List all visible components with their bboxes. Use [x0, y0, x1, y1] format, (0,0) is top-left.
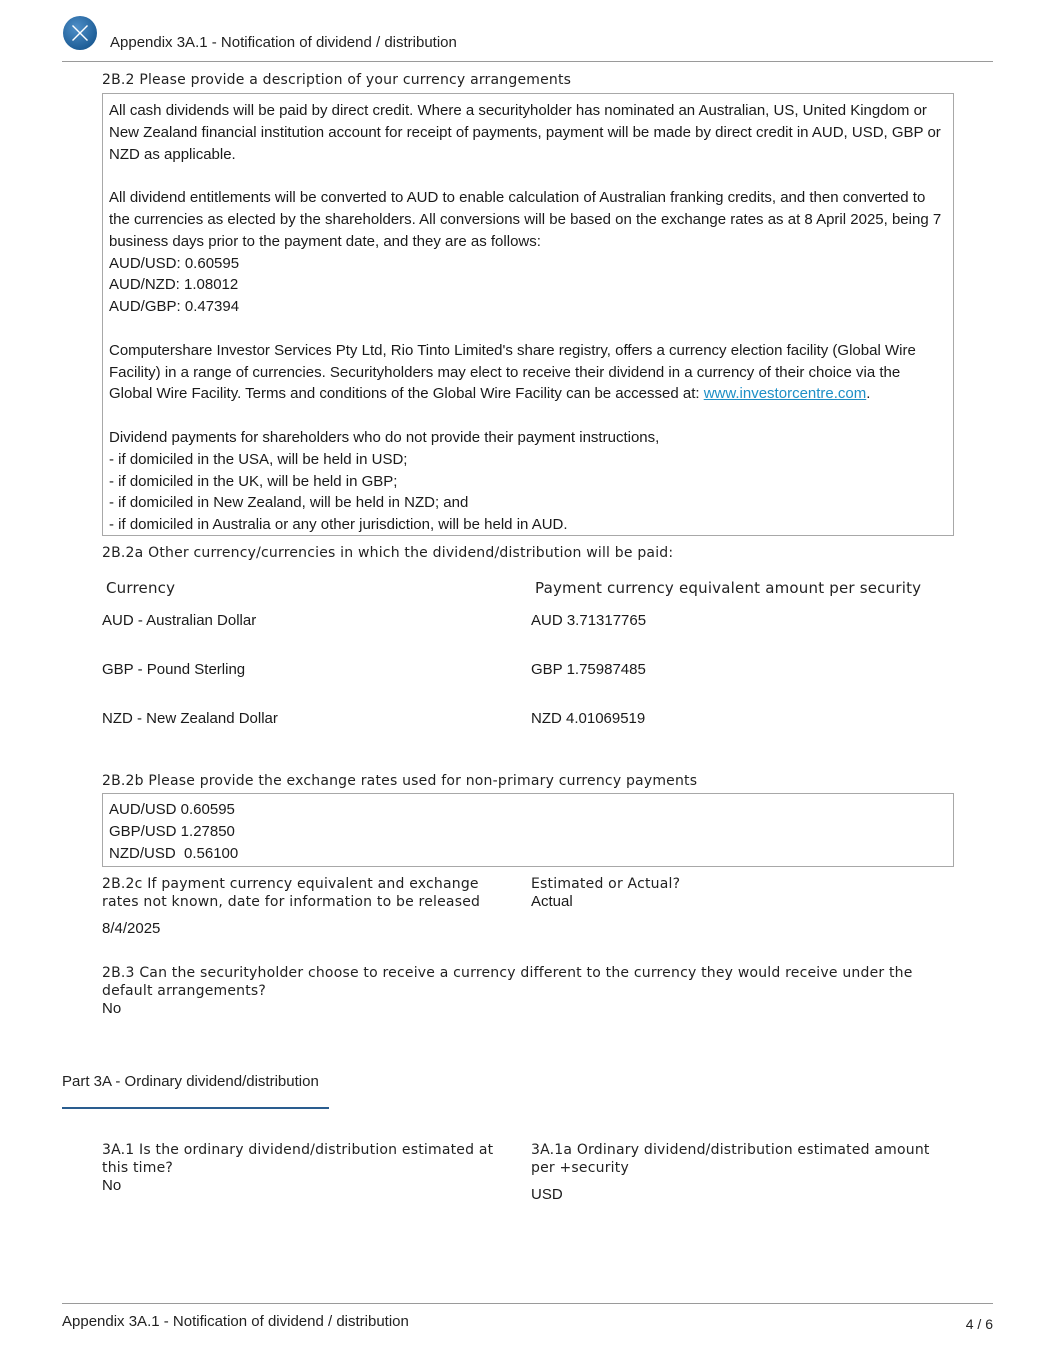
facility-text: Computershare Investor Services Pty Ltd, Rio Tinto Limited's share registry, offers a currency election facility (Global Wire Facility) in a range of currencies. Securityholders may elect to receive their dividend in a currency of their choice via the Global Wire Facility. Terms and conditions of the Global Wire Facility can be accessed at: — [109, 341, 916, 403]
q-2b2c-label-2: rates not known, date for information to be released — [102, 894, 481, 910]
q-3a1-label-1: 3A.1 Is the ordinary dividend/distribution estimated at — [102, 1142, 494, 1158]
q-3a1-label-2: this time? — [102, 1160, 174, 1176]
row-amount-nzd: NZD 4.01069519 — [531, 710, 646, 727]
header-title: Appendix 3A.1 - Notification of dividend / distribution — [110, 34, 457, 51]
q-2b2b-label: 2B.2b Please provide the exchange rates used for non-primary currency payments — [102, 773, 698, 789]
default-au: - if domiciled in Australia or any other jurisdiction, will be held in AUD. — [109, 516, 568, 534]
row-currency-gbp: GBP - Pound Sterling — [102, 661, 246, 678]
rate-aud-nzd: AUD/NZD: 1.08012 — [109, 276, 239, 294]
footer-divider — [62, 1303, 993, 1304]
currency-arrangements-box — [102, 93, 954, 536]
para-1-line: All cash dividends will be paid by direct credit. Where a securityholder has nominated an Australian, US, United Kingdom or New Zealand financial institution account for receipt of payments, payment will be made by direct credit in AUD, USD, GBP or NZD as applicable. — [109, 102, 941, 163]
page-number: 4 / 6 — [965, 1316, 993, 1332]
q-3a1a-label-1: 3A.1a Ordinary dividend/distribution estimated amount — [531, 1142, 930, 1158]
exchange-rates-box — [102, 793, 954, 867]
footer-title: Appendix 3A.1 - Notification of dividend / distribution — [62, 1313, 409, 1330]
q-2b2c-value: 8/4/2025 — [102, 920, 161, 937]
facility-end: . — [866, 385, 871, 403]
q-2b2-label: 2B.2 Please provide a description of your currency arrangements — [102, 72, 572, 88]
q-3a1a-label-2: per +security — [531, 1160, 629, 1176]
default-nz: - if domiciled in New Zealand, will be held in NZD; and — [109, 494, 469, 512]
part-3a-title: Part 3A - Ordinary dividend/distribution — [62, 1073, 319, 1090]
est-actual-value: Actual — [531, 893, 573, 910]
q-2b3-label-1: 2B.3 Can the securityholder choose to receive a currency different to the currency they would receive under the — [102, 965, 913, 981]
header-divider — [62, 61, 993, 62]
q-2b3-value: No — [102, 1000, 122, 1017]
row-amount-gbp: GBP 1.75987485 — [531, 661, 646, 678]
rate-line: GBP/USD 1.27850 — [109, 822, 235, 840]
logo-mark-icon — [69, 22, 91, 44]
col-header-currency: Currency — [106, 579, 176, 597]
row-currency-aud: AUD - Australian Dollar — [102, 612, 257, 629]
investorcentre-link[interactable]: www.investorcentre.com — [703, 385, 867, 403]
rate-line: AUD/USD 0.60595 — [109, 801, 235, 818]
row-currency-nzd: NZD - New Zealand Dollar — [102, 710, 278, 727]
q-2b2c-label-1: 2B.2c If payment currency equivalent and exchange — [102, 876, 479, 892]
rate-aud-usd: AUD/USD: 0.60595 — [109, 254, 240, 272]
rate-aud-gbp: AUD/GBP: 0.47394 — [109, 298, 240, 316]
q-3a1a-value: USD — [531, 1186, 563, 1203]
default-payment-intro: Dividend payments for shareholders who do not provide their payment instructions, — [109, 428, 660, 446]
facility-paragraph — [109, 340, 947, 405]
est-actual-label: Estimated or Actual? — [531, 876, 681, 892]
part-3a-underline — [62, 1107, 329, 1109]
default-uk: - if domiciled in the UK, will be held in GBP; — [109, 472, 398, 490]
rate-line: NZD/USD 0.56100 — [109, 844, 239, 862]
q-2b3-label-2: default arrangements? — [102, 983, 267, 999]
col-header-amount: Payment currency equivalent amount per security — [535, 579, 922, 597]
q-3a1-value: No — [102, 1177, 122, 1194]
asx-logo — [63, 16, 97, 50]
default-usa: - if domiciled in the USA, will be held in USD; — [109, 450, 408, 468]
q-2b2a-label: 2B.2a Other currency/currencies in which the dividend/distribution will be paid: — [102, 545, 674, 561]
row-amount-aud: AUD 3.71317765 — [531, 612, 647, 629]
para-2-line: All dividend entitlements will be converted to AUD to enable calculation of Australian franking credits, and then converted to the currencies as elected by the shareholders. All conversions will be based on the exchange rates as at 8 April 2025, being 7 business days prior to the payment date, and they are as follows: — [109, 189, 942, 250]
